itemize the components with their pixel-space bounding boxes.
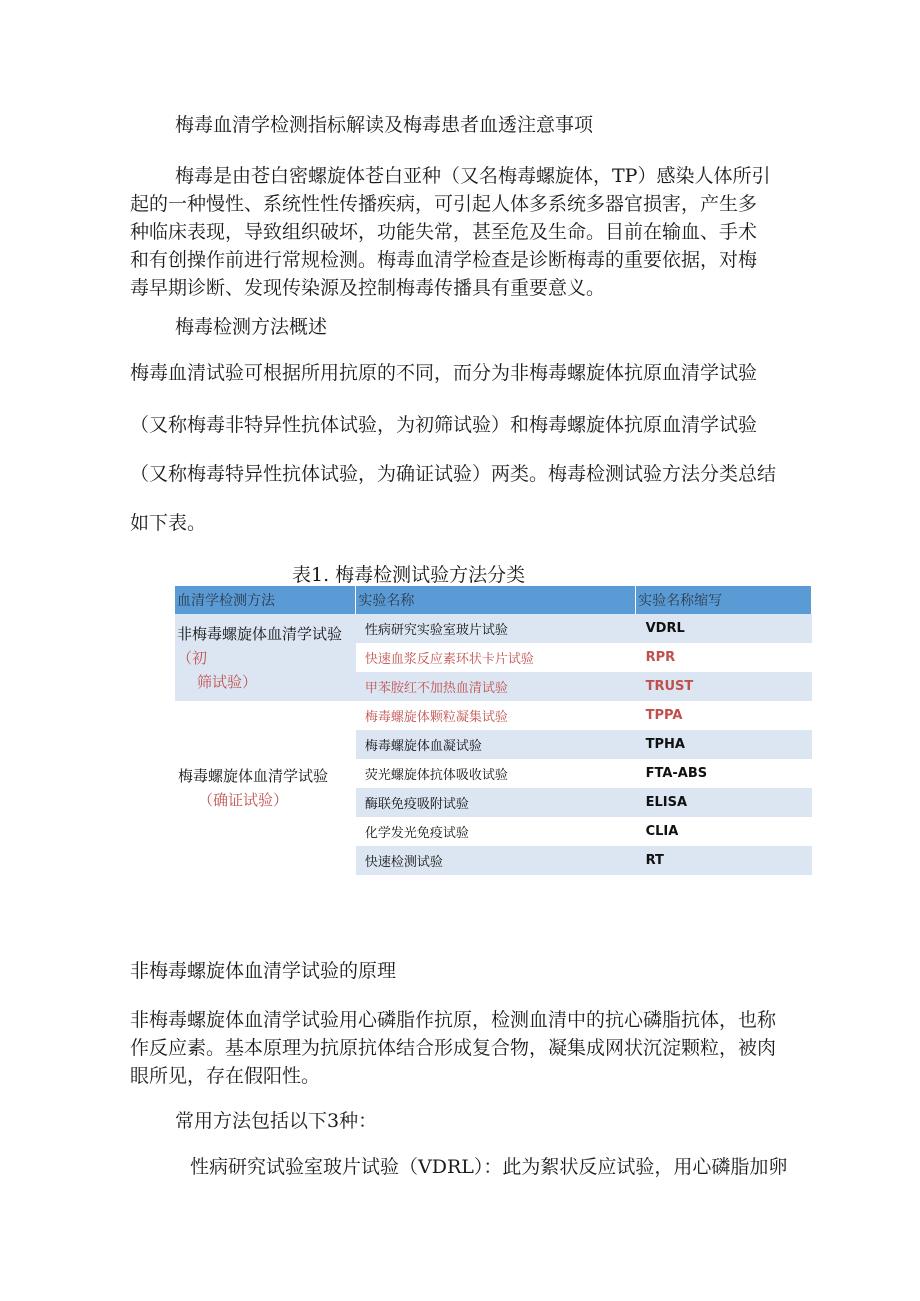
overview-line: 如下表。 [130,512,207,534]
principle-line: 非梅毒螺旋体血清学试验用心磷脂作抗原，检测血清中的抗心磷脂抗体，也称 [130,1009,777,1031]
group-label: 梅毒螺旋体血清学试验 [178,767,329,785]
test-abbr: TPHA [636,730,812,759]
intro-line: 起的一种慢性、系统性性传播疾病，可引起人体多系统多器官损害，产生多 [130,193,758,215]
table-row [175,701,812,730]
header-method: 血清学检测方法 [175,586,356,614]
group-note: 筛试验） [197,672,258,691]
test-name: 快速血浆反应素环状卡片试验 [364,652,534,667]
test-abbr: RT [636,846,812,875]
test-abbr: VDRL [636,614,812,643]
test-abbr: CLIA [645,824,679,839]
group-note: （初 [177,648,208,667]
group-treponemal [175,701,356,875]
test-name: 甲苯胺红不加热血清试验 [356,672,636,701]
group-nontreponemal [175,614,356,701]
overview-heading: 梅毒检测方法概述 [175,316,328,338]
test-name: 快速检测试验 [356,846,636,875]
common-methods-text: 常用方法包括以下3种： [175,1110,378,1132]
overview-line: （又称梅毒非特异性抗体试验，为初筛试验）和梅毒螺旋体抗原血清学试验 [130,414,758,436]
table-header-row [175,586,812,614]
test-abbr: FTA-ABS [645,766,708,781]
test-name: 梅毒螺旋体血凝试验 [356,730,636,759]
header-name: 实验名称 [356,586,636,614]
test-abbr: TRUST [636,672,812,701]
overview-line: （又称梅毒特异性抗体试验，为确证试验）两类。梅毒检测试验方法分类总结 [130,463,777,485]
principle-heading: 非梅毒螺旋体血清学试验的原理 [130,960,397,982]
intro-line: 毒早期诊断、发现传染源及控制梅毒传播具有重要意义。 [130,277,606,299]
intro-paragraph [130,162,800,302]
test-name: 荧光螺旋体抗体吸收试验 [364,768,508,783]
intro-line: 梅毒是由苍白密螺旋体苍白亚种（又名梅毒螺旋体，TP）感染人体所引 [175,165,771,187]
intro-line: 种临床表现，导致组织破坏，功能失常，甚至危及生命。目前在输血、手术 [130,221,758,243]
test-abbr: RPR [645,650,676,665]
test-name: 性病研究实验室玻片试验 [356,614,636,643]
principle-paragraph [130,1006,776,1090]
test-abbr: ELISA [636,788,812,817]
test-name: 化学发光免疫试验 [364,826,469,841]
test-abbr: TPPA [645,708,683,723]
group-note: （确证试验） [198,791,289,809]
test-name: 梅毒螺旋体颗粒凝集试验 [364,710,508,725]
overview-line: 梅毒血清试验可根据所用抗原的不同，而分为非梅毒螺旋体抗原血清学试验 [130,362,758,384]
principle-line: 眼所见，存在假阳性。 [130,1065,321,1087]
document-title: 梅毒血清学检测指标解读及梅毒患者血透注意事项 [175,114,594,136]
group-label: 非梅毒螺旋体血清学试验 [177,624,343,643]
header-abbr: 实验名称缩写 [636,586,812,614]
principle-line: 作反应素。基本原理为抗原抗体结合形成复合物，凝集成网状沉淀颗粒，被肉 [130,1037,777,1059]
methods-table [175,586,812,875]
table-row [175,614,812,643]
intro-line: 和有创操作前进行常规检测。梅毒血清学检查是诊断梅毒的重要依据，对梅 [130,249,758,271]
vdrl-description: 性病研究试验室玻片试验（VDRL）：此为絮状反应试验，用心磷脂加卵 [190,1156,788,1178]
test-name: 酶联免疫吸附试验 [356,788,636,817]
table-caption: 表1. 梅毒检测试验方法分类 [292,564,526,586]
